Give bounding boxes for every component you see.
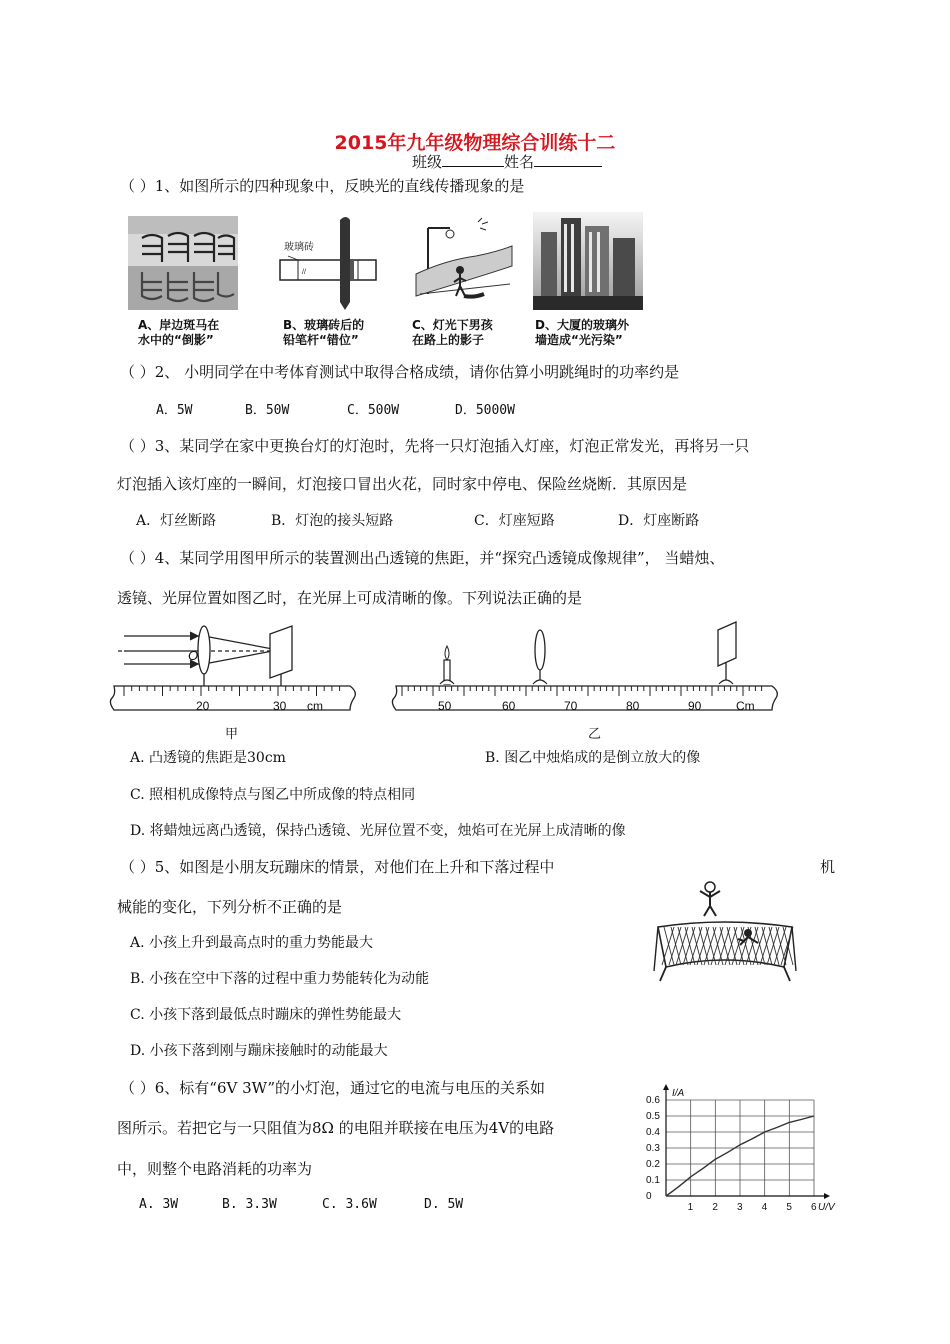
figure-yi	[392, 618, 782, 742]
q4-option-c[interactable]: C. 照相机成像特点与图乙中所成像的特点相同	[130, 787, 416, 803]
q4-option-d[interactable]: D. 将蜡烛远离凸透镜，保持凸透镜、光屏位置不变，烛焰可在光屏上成清晰的像	[130, 823, 626, 839]
caption-line: B、玻璃砖后的	[283, 318, 365, 332]
q5-stem-line2: 械能的变化，下列分析不正确的是	[117, 898, 343, 916]
caption-line: 在路上的影子	[412, 333, 485, 347]
y-tick-label: 0.1	[646, 1175, 660, 1186]
caption-line: A、岸边斑马在	[138, 318, 220, 332]
svg-text://: //	[302, 269, 306, 276]
q6-option-b[interactable]: B. 3.3W	[222, 1197, 277, 1212]
x-tick-label: 2	[712, 1202, 718, 1213]
y-axis-arrow	[663, 1084, 669, 1090]
q2-option-c[interactable]: C．500W	[347, 403, 400, 418]
q1-caption-a	[138, 318, 219, 348]
q4-option-a[interactable]: A. 凸透镜的焦距是30cm	[130, 750, 286, 766]
y-tick-label: 0	[646, 1191, 652, 1202]
current-voltage-chart	[642, 1086, 835, 1220]
y-tick-label: 0.4	[646, 1127, 660, 1138]
ruler-unit-label: cm	[307, 699, 323, 713]
caption-line: C、灯光下男孩	[412, 318, 493, 332]
y-tick-label: 0.6	[646, 1095, 660, 1106]
name-label: 姓名	[504, 153, 535, 171]
q5-option-a[interactable]: A. 小孩上升到最高点时的重力势能最大	[130, 935, 374, 951]
y-tick-label: 0.2	[646, 1159, 660, 1170]
glass-brick-label: 玻璃砖	[284, 242, 314, 253]
q5-option-d[interactable]: D. 小孩下落到刚与蹦床接触时的动能最大	[130, 1043, 388, 1059]
q1-caption-c	[412, 318, 493, 348]
q2-option-b[interactable]: B．50W	[245, 403, 290, 418]
chart-grid	[666, 1100, 814, 1196]
q4-stem-line2: 透镜、光屏位置如图乙时，在光屏上可成清晰的像。下列说法正确的是	[117, 589, 583, 607]
x-axis-arrow	[824, 1193, 830, 1199]
q6-option-d[interactable]: D. 5W	[424, 1197, 464, 1212]
q1-caption-b	[283, 318, 364, 348]
q1-caption-d	[535, 318, 629, 348]
q3-stem-line2: 灯泡插入该灯座的一瞬间，灯泡接口冒出火花，同时家中停电、保险丝烧断．其原因是	[117, 475, 688, 493]
q1-stem: （ ）1、如图所示的四种现象中，反映光的直线传播现象的是	[120, 177, 525, 195]
skyscraper-light-pollution-image	[533, 212, 643, 310]
figure-yi-caption: 乙	[588, 726, 602, 741]
q4-stem-line1: （ ）4、某同学用图甲所示的装置测出凸透镜的焦距，并“探究凸透镜成像规律”， 当蜡烛、	[120, 549, 725, 567]
q6-option-a[interactable]: A. 3W	[139, 1197, 179, 1212]
q3-option-d[interactable]: D．灯座断路	[618, 513, 700, 529]
x-tick-label: 3	[737, 1202, 743, 1213]
ruler-tick-label: 90	[688, 699, 702, 713]
q5-option-b[interactable]: B. 小孩在空中下落的过程中重力势能转化为动能	[130, 971, 430, 987]
q4-option-b[interactable]: B. 图乙中烛焰成的是倒立放大的像	[485, 750, 701, 766]
ruler-tick-label: 20	[196, 699, 210, 713]
page-title: 2015年九年级物理综合训练十二	[334, 132, 616, 154]
ruler-tick-label: 70	[564, 699, 578, 713]
q3-option-a[interactable]: A．灯丝断路	[136, 513, 217, 529]
q2-stem: （ ）2、 小明同学在中考体育测试中取得合格成绩，请你估算小明跳绳时的功率约是	[120, 363, 680, 381]
q2-option-a[interactable]: A．5W	[156, 403, 193, 418]
name-blank[interactable]	[534, 152, 602, 167]
ruler-tick-label: 80	[626, 699, 640, 713]
trampoline-image	[650, 875, 800, 985]
x-tick-label: 6	[811, 1202, 817, 1213]
q6-stem-line1: （ ）6、标有“6V 3W”的小灯泡，通过它的电流与电压的关系如	[120, 1079, 546, 1097]
x-tick-label: 4	[761, 1202, 768, 1213]
caption-line: 墙造成“光污染”	[535, 333, 623, 347]
focus-point-label: O	[188, 648, 199, 663]
student-info	[412, 152, 602, 172]
zebra-reflection-image	[128, 216, 238, 310]
q5-stem-line1: （ ）5、如图是小朋友玩蹦床的情景，对他们在上升和下落过程中	[120, 858, 555, 876]
figure-jia	[110, 618, 360, 742]
caption-line: 铅笔杆“错位”	[283, 333, 359, 347]
x-tick-label: 1	[687, 1202, 694, 1213]
boy-shadow-image	[406, 214, 514, 310]
q5-option-c[interactable]: C. 小孩下落到最低点时蹦床的弹性势能最大	[130, 1007, 402, 1023]
q6-option-c[interactable]: C. 3.6W	[322, 1197, 377, 1212]
q5-stem-line1-tail: 机	[820, 858, 836, 876]
class-blank[interactable]	[442, 152, 504, 167]
q3-option-c[interactable]: C．灯座短路	[474, 513, 555, 529]
x-tick-label: 5	[786, 1202, 792, 1213]
class-label: 班级	[412, 153, 443, 171]
y-tick-label: 0.5	[646, 1111, 660, 1122]
caption-line: 水中的“倒影”	[138, 333, 214, 347]
ruler-unit-label: Cm	[736, 699, 755, 713]
glass-brick-pencil-image	[276, 216, 384, 310]
q2-option-d[interactable]: D．5000W	[455, 403, 515, 418]
y-tick-label: 0.3	[646, 1143, 660, 1154]
q3-option-b[interactable]: B．灯泡的接头短路	[271, 513, 394, 529]
q6-stem-line3: 中，则整个电路消耗的功率为	[117, 1160, 313, 1178]
ruler-tick-label: 50	[438, 699, 452, 713]
ruler-tick-label: 60	[502, 699, 516, 713]
ruler-tick-label: 30	[273, 699, 287, 713]
figure-jia-caption: 甲	[225, 726, 239, 741]
q6-stem-line2: 图所示。若把它与一只阻值为8Ω 的电阻并联接在电压为4V的电路	[117, 1119, 555, 1137]
y-axis-label: I/A	[672, 1088, 685, 1099]
x-axis-label: U/V	[818, 1202, 835, 1213]
q3-stem-line1: （ ）3、某同学在家中更换台灯的灯泡时，先将一只灯泡插入灯座，灯泡正常发光，再将另一只	[120, 437, 750, 455]
caption-line: D、大厦的玻璃外	[535, 318, 629, 332]
